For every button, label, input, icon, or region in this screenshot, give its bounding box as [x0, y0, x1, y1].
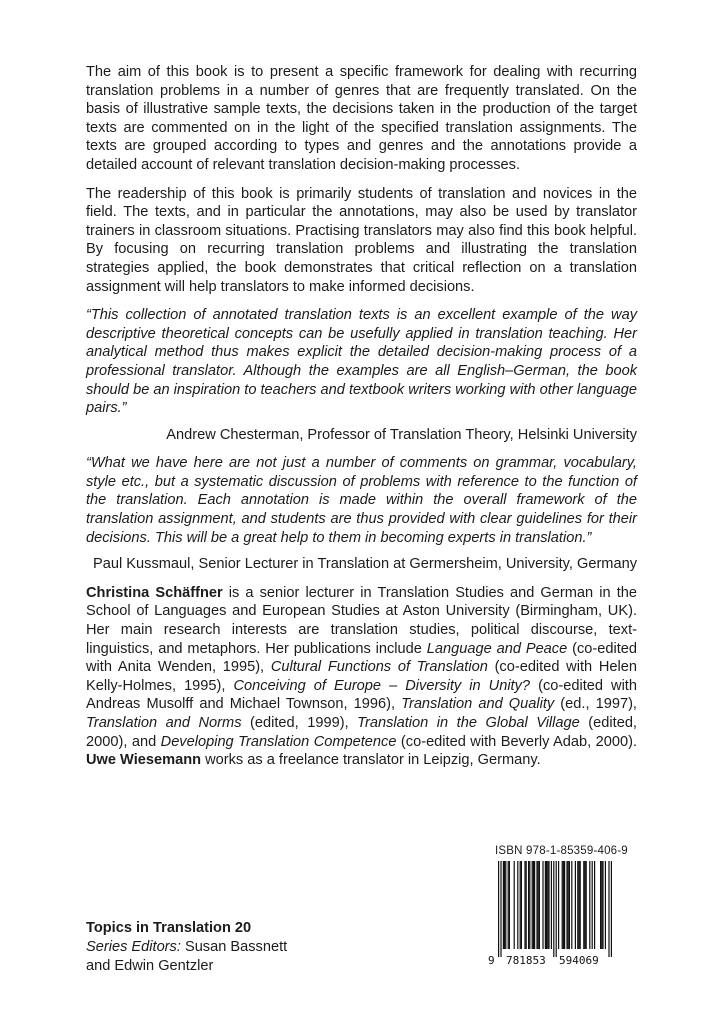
barcode-bar: [584, 861, 585, 949]
barcode-bar: [517, 861, 518, 949]
barcode-bar: [568, 861, 569, 949]
barcode-bar: [529, 861, 530, 949]
barcode-bar: [562, 861, 563, 949]
barcode-bar: [547, 861, 548, 949]
barcode-bar: [571, 861, 572, 949]
series-editors-line-1: Series Editors: Susan Bassnett: [86, 939, 288, 955]
barcode-bar: [551, 861, 552, 949]
barcode-bar: [575, 861, 576, 949]
series-editors-label: Series Editors:: [86, 939, 181, 955]
book-title: Developing Translation Competence: [160, 733, 397, 750]
barcode-bar: [563, 861, 564, 949]
barcode-bar: [583, 861, 584, 949]
book-title: Translation and Norms: [86, 715, 242, 731]
book-title: Conceiving of Europe – Diversity in Unity?: [233, 677, 531, 694]
endorsement-attribution-2: Paul Kussmaul, Senior Lecturer in Translation at Germersheim, University, Germany: [93, 556, 637, 573]
book-title: Language and Peace: [426, 640, 568, 657]
barcode-bar: [508, 861, 509, 949]
series-info: [86, 919, 287, 976]
barcode-bar: [524, 861, 525, 949]
isbn-barcode-block: [487, 845, 637, 967]
endorsement-quote-1: “This collection of annotated translation texts is an excellent example of the way descriptive theoretical concepts can be usefully applied in translation teaching. Her analytical method thus makes explicit the detailed decision-making process of a professional translator. Although the examples are all English–German, the book should be an inspiration to teachers and textbook writers working with other language pairs.”: [86, 307, 637, 417]
author-bio: Christina Schäffner is a senior lecturer in Translation Studies and German in the School of Languages and European Studies at Aston University (Birmingham, UK). Her main research interests are translation studies, political discourse, text-linguistics, and metaphors. Her publications include Language and Peace (co-edited with Anita Wenden, 1995), Cultural Functions of Translation (co-edited with Helen Kelly-Holmes, 1995), Conceiving of Europe – Diversity in Unity? (co-edited with Andreas Musolff and Michael Townson, 1996), Translation and Quality (ed., 1997), Translation and Norms (edited, 1999), Translation in the Global Village (edited, 2000), and Developing Translation Competence (co-edited with Beverly Adab, 2000). Uwe Wiesemann works as a freelance translator in Leipzig, Germany.: [86, 584, 638, 769]
blurb-paragraph-2: The readership of this book is primarily students of translation and novices in the field. The texts, and in particular the annotations, may also be used by translator trainers in classroom situations. Practising translators may also find this book helpful. By focusing on recurring translation problems and illustrating the translation strategies applied, the book demonstrates that critical reflection on a translation assignment will help translators to make informed decisions.: [86, 185, 637, 295]
barcode-bar: [542, 861, 543, 949]
barcode-bar: [577, 861, 578, 949]
book-title: Translation and Quality: [401, 696, 555, 713]
barcode-bar: [564, 861, 565, 949]
barcode-bar: [498, 861, 499, 957]
series-title: Topics in Translation 20: [86, 920, 252, 936]
barcode-bar: [548, 861, 549, 949]
barcode-bar: [514, 861, 515, 949]
barcode-bar: [532, 861, 533, 949]
barcode-bar: [553, 861, 554, 957]
barcode-bar: [569, 861, 570, 949]
barcode-bar: [546, 861, 547, 949]
barcode-bar: [534, 861, 535, 949]
blurb-paragraph-1: The aim of this book is to present a specific framework for dealing with recurring translation problems in a number of genres that are frequently translated. On the basis of illustrative sample texts, the decisions taken in the production of the target texts are commented on in the light of the specified translation assignments. The texts are grouped according to types and genres and the annotations provide a detailed account of relevant translation decision-making processes.: [86, 64, 637, 173]
barcode-bar: [520, 861, 521, 949]
barcode-bar: [586, 861, 587, 949]
barcode-bar: [528, 861, 529, 949]
book-title: Translation in the Global Village: [357, 715, 580, 731]
barcode-bar: [538, 861, 539, 949]
isbn-label: ISBN 978-1-85359-406-9: [495, 845, 628, 857]
endorsement-quote-2: “What we have here are not just a number of comments on grammar, vocabulary, style etc., but a systematic discussion of problems with reference to the function of the translation. Each annotation is made within the overall framework of the translation assignment, and students are thus provided with clear guidelines for their decisions. This will be a great help to them in becoming experts in translation.”: [86, 455, 637, 546]
barcode-digits-left: 781853: [506, 954, 546, 967]
barcode-bar: [600, 861, 601, 949]
barcode-bar: [545, 861, 546, 949]
barcode-bar: [521, 861, 522, 949]
barcode-bar: [592, 861, 593, 949]
back-cover-text: [86, 63, 637, 770]
barcode-bar: [500, 861, 501, 957]
barcode-bar: [601, 861, 602, 949]
series-editors-line-2: and Edwin Gentzler: [86, 958, 214, 974]
barcode-bar: [589, 861, 590, 949]
barcode-bar: [533, 861, 534, 949]
barcode-bar: [578, 861, 579, 949]
barcode-bar: [536, 861, 537, 949]
barcode-bar: [611, 861, 612, 957]
barcode-digits-right: 594069: [559, 954, 599, 967]
barcode-digit-lead: 9: [488, 954, 495, 967]
author-name-1: Christina Schäffner: [86, 584, 223, 601]
barcode-bar: [558, 861, 559, 949]
barcode-bar: [605, 861, 606, 949]
barcode-bar: [509, 861, 510, 949]
barcode-bar: [580, 861, 581, 949]
barcode-bar: [556, 861, 557, 957]
barcode-bar: [539, 861, 540, 949]
barcode-bar: [505, 861, 506, 949]
book-title: Cultural Functions of Translation: [270, 659, 488, 676]
author-name-2: Uwe Wiesemann: [86, 752, 202, 769]
barcode-bar: [608, 861, 609, 957]
barcode-bar: [566, 861, 567, 949]
barcode-bar: [602, 861, 603, 949]
endorsement-attribution-1: Andrew Chesterman, Professor of Translation Theory, Helsinki University: [166, 426, 637, 443]
barcode-bar: [594, 861, 595, 949]
barcode-bar: [526, 861, 527, 949]
barcode-bar: [503, 861, 504, 949]
barcode-image: [487, 861, 617, 967]
barcode-bar: [504, 861, 505, 949]
